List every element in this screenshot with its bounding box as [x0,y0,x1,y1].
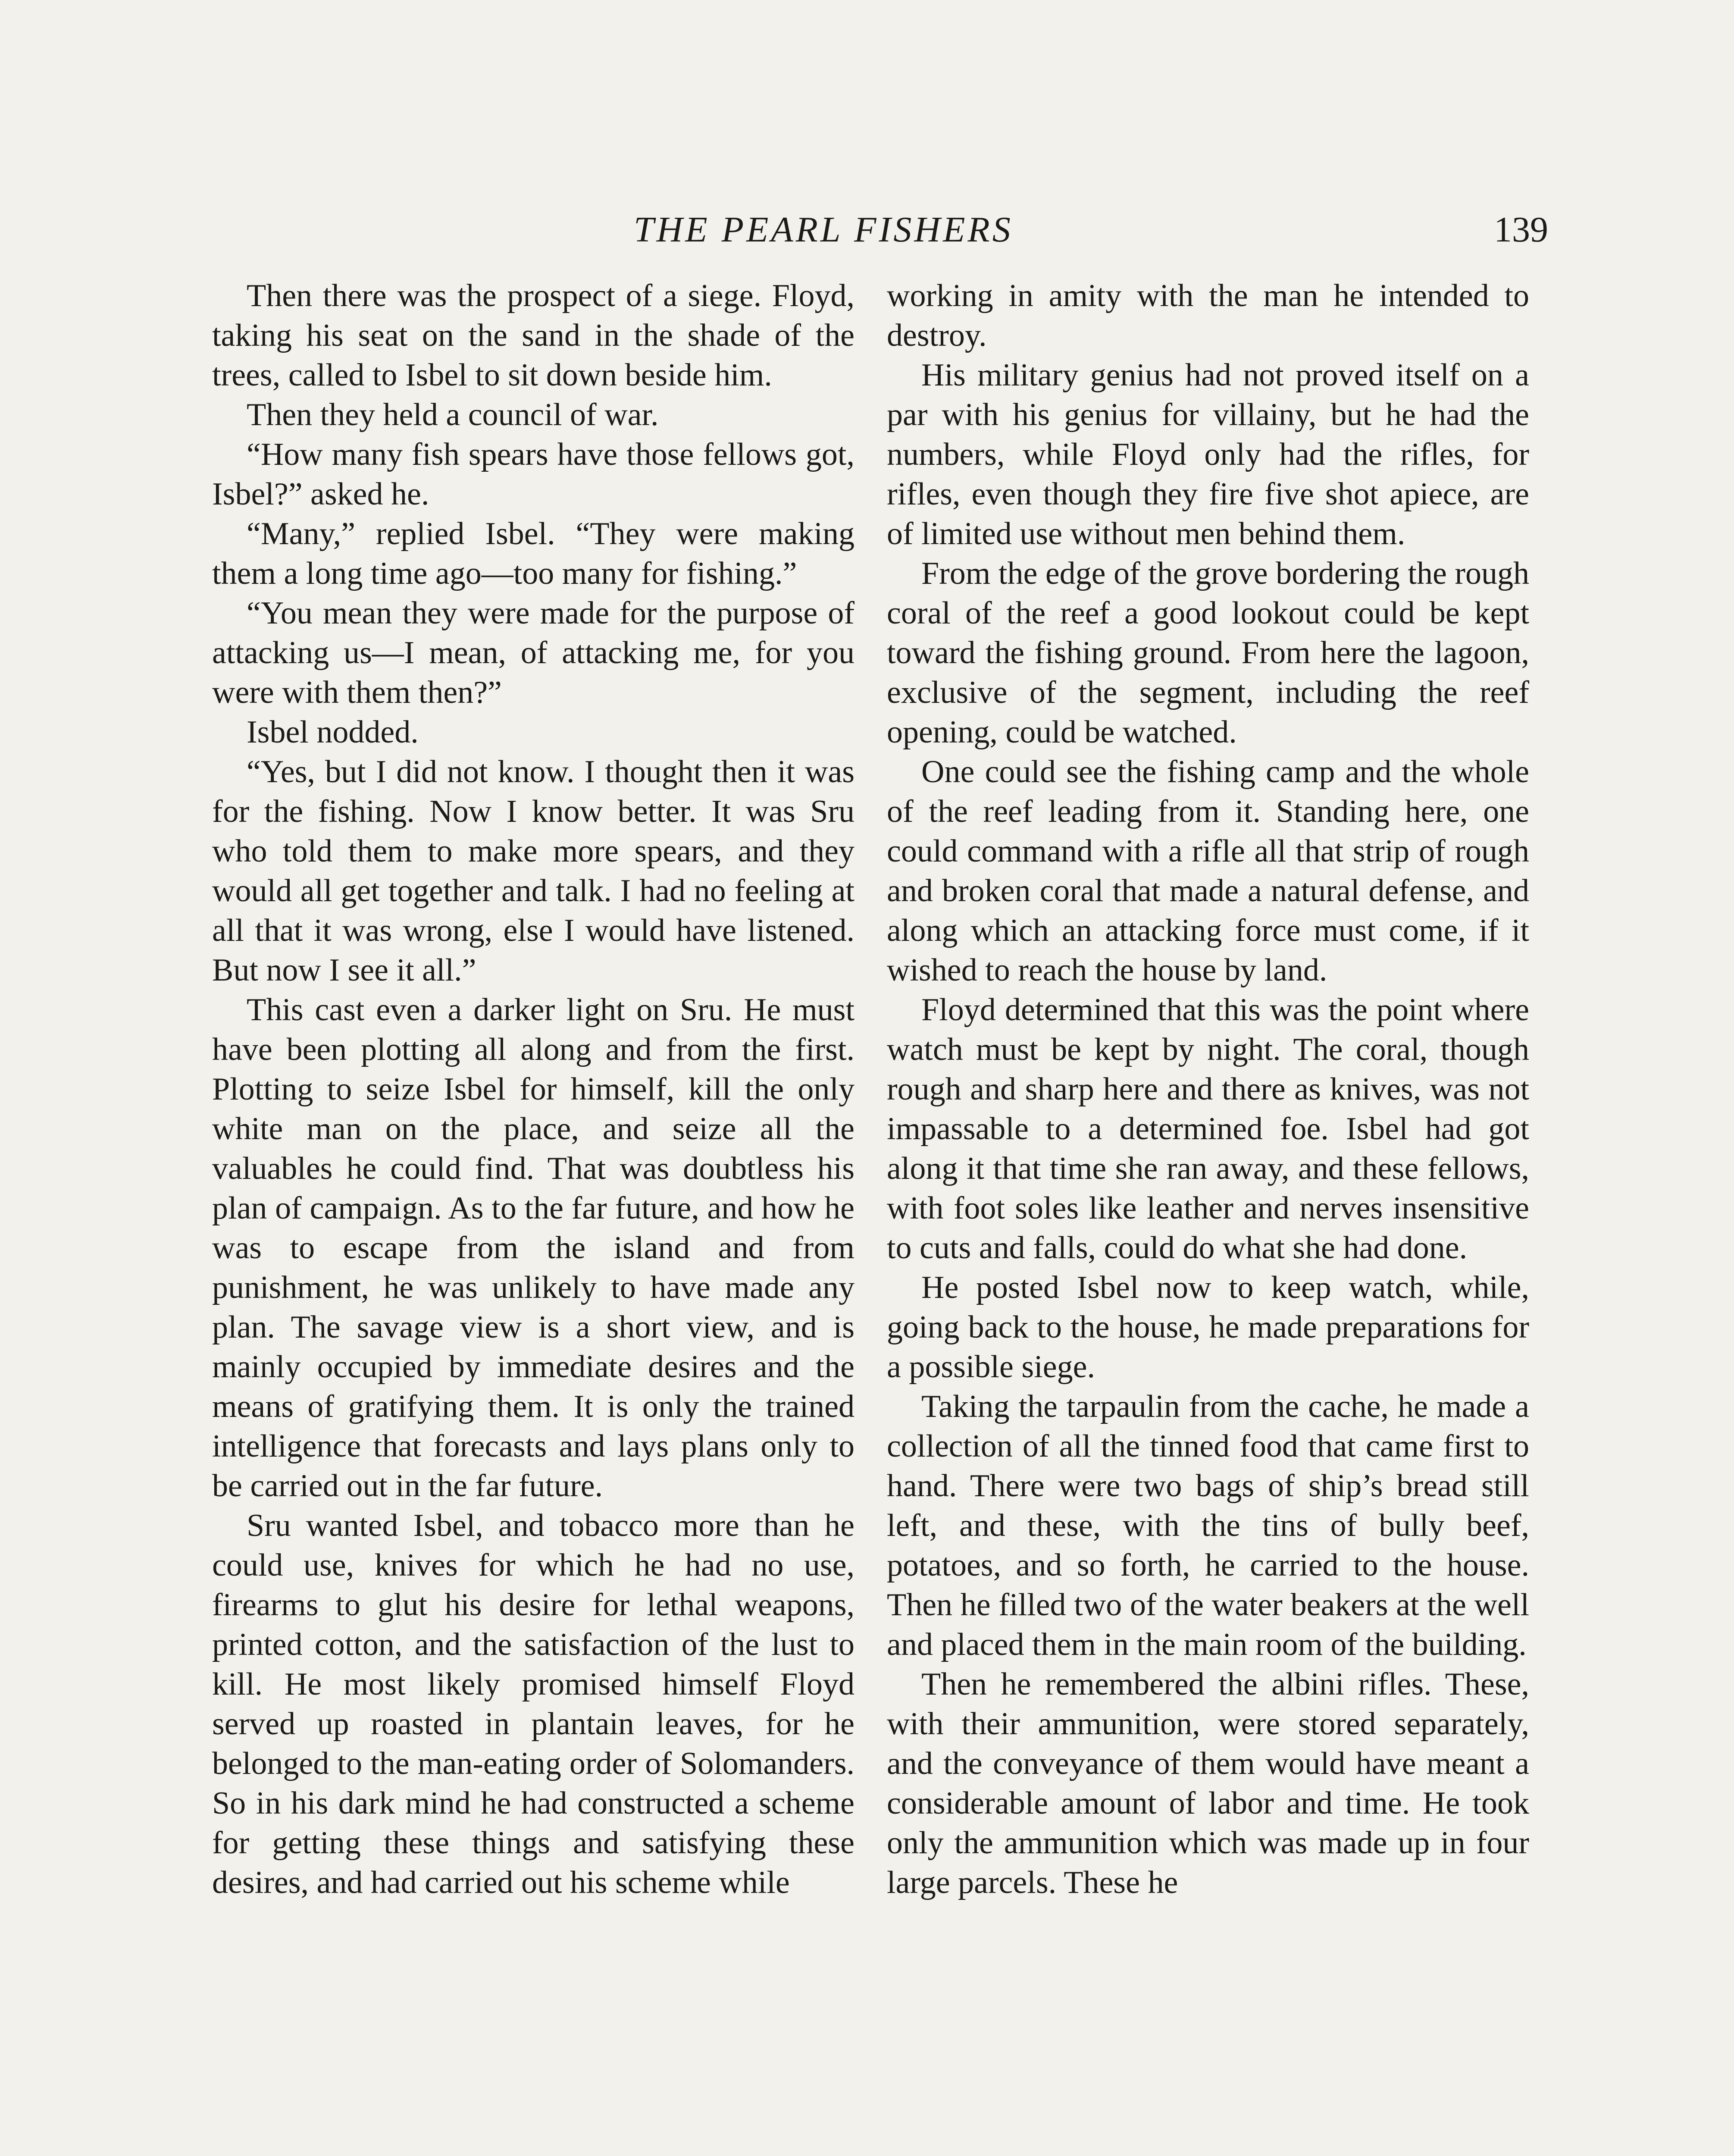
paragraph: One could see the fishing camp and the whole of the reef leading from it. Standing here, one could command with a rifle all that strip of rough and broken coral that made a natural defense, and along which an attacking force must come, if it wished to reach the house by land. [887,754,1529,988]
paragraph: Taking the tarpaulin from the cache, he made a collection of all the tinned food that came first to hand. There were two bags of ship’s bread still left, and these, with the tins of bully beef, potatoes, and so forth, he carried to the house. Then he filled two of the water beakers at the well and placed them in the main room of the building. [887,1389,1529,1662]
paragraph: Isbel nodded. [247,714,419,750]
left-column [212,276,854,1902]
paragraph: “Many,” replied Isbel. “They were making them a long time ago—too many for fishing.” [212,516,854,591]
paragraph: Then there was the prospect of a siege. Floyd, taking his seat on the sand in the shade of the trees, called to Isbel to sit down beside him. [212,278,854,393]
paragraph: He posted Isbel now to keep watch, while, going back to the house, he made preparations for a possible siege. [887,1270,1529,1385]
running-title: THE PEARL FISHERS [634,210,1013,250]
paragraph: This cast even a darker light on Sru. He must have been plotting all along and from the first. Plotting to seize Isbel for himself, kill the only white man on the place, and seize all the valuables he could find. That was doubtless his plan of campaign. As to the far future, and how he was to escape from the island and from punishment, he was unlikely to have made any plan. The savage view is a short view, and is mainly occupied by immediate desires and the means of gratifying them. It is only the trained intelligence that forecasts and lays plans only to be carried out in the far future. [212,992,854,1504]
paragraph-continued: working in amity with the man he intended to destroy. [887,278,1529,353]
paragraph: Sru wanted Isbel, and tobacco more than he could use, knives for which he had no use, firearms to glut his desire for lethal weapons, printed cotton, and the satisfaction of the lust to kill. He most likely promised himself Floyd served up roasted in plantain leaves, for he belonged to the man-eating order of Solomanders. So in his dark mind he had constructed a scheme for getting these things and satisfying these desires, and had carried out his scheme while [212,1508,854,1900]
paragraph: His military genius had not proved itself on a par with his genius for villainy, but he had the numbers, while Floyd only had the rifles, for rifles, even though they fire five shot apiece, are of limited use without men behind them. [887,357,1529,552]
paragraph: “You mean they were made for the purpose of attacking us—I mean, of attacking me, for you were with them then?” [212,595,854,710]
paragraph: “Yes, but I did not know. I thought then it was for the fishing. Now I know better. It was Sru who told them to make more spears, and they would all get together and talk. I had no feeling at all that it was wrong, else I would have listened. But now I see it all.” [212,754,854,988]
right-column [887,276,1529,1902]
paragraph: “How many fish spears have those fellows got, Isbel?” asked he. [212,437,854,512]
paragraph: Floyd determined that this was the point where watch must be kept by night. The coral, though rough and sharp here and there as knives, was not impassable to a determined foe. Isbel had got along it that time she ran away, and these fellows, with foot soles like leather and nerves insensitive to cuts and falls, could do what she had done. [887,992,1529,1266]
page-number: 139 [1494,210,1548,250]
paragraph: Then they held a council of war. [247,397,659,432]
running-head [0,206,1734,254]
paragraph: Then he remembered the albini rifles. These, with their ammunition, were stored separately, and the conveyance of them would have meant a considerable amount of labor and time. He took only the ammunition which was made up in four large parcels. These he [887,1667,1529,1900]
paragraph: From the edge of the grove bordering the rough coral of the reef a good lookout could be kept toward the fishing ground. From here the lagoon, exclusive of the segment, including the reef opening, could be watched. [887,556,1529,750]
